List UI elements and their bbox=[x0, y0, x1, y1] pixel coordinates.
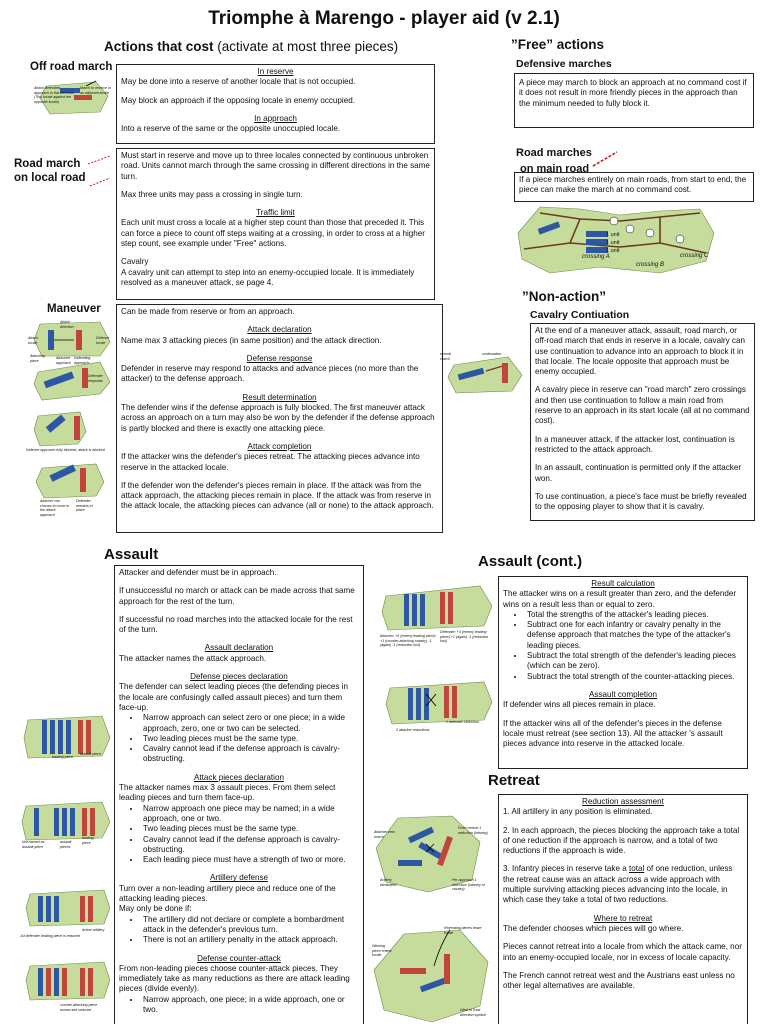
assault-list-artillery bbox=[119, 915, 359, 946]
assault-text-3: If successful no road marches into the attacked locale for the rest of the turn. bbox=[119, 614, 353, 635]
maneuver-subhead-completion: Attack completion bbox=[247, 441, 312, 451]
road-local-label-line1: Road march bbox=[14, 158, 81, 170]
maneuver-label: Maneuver bbox=[47, 303, 101, 315]
road-main-label-line2: on main road bbox=[520, 163, 590, 175]
actions-cost-heading-sub: (activate at most three pieces) bbox=[217, 39, 399, 54]
maneuver-caption-blocked: Defence approach fully blocked, attack is blocked bbox=[26, 448, 105, 452]
road-main-label-line1: Road marches bbox=[516, 147, 592, 159]
road-main-crossing-a: crossing A bbox=[582, 254, 610, 260]
road-main-step-1: 1 unit bbox=[606, 232, 620, 238]
assault-cont-subhead-completion: Assault completion bbox=[589, 689, 657, 699]
maneuver-caption-attack-locale: Attack locale bbox=[28, 336, 38, 345]
assault-cont-caption-defender: Defender: +3 (enemy leading piece) +1 (again) -1 (reduction lost) bbox=[440, 630, 489, 644]
list-item: • Two leading pieces must be the same type. bbox=[141, 824, 359, 834]
retreat-text-2: 2. In each approach, the pieces blocking the approach take a total of one reduction if the approach is narrow, and a total of two reductions if the approach is wide. bbox=[503, 825, 740, 856]
assault-text-2: If unsuccessful no march or attack can be made across that same approach for the rest of the turn. bbox=[119, 586, 355, 606]
off-road-text-2: May block an approach if the opposing locale in enemy occupied. bbox=[121, 95, 355, 105]
non-action-heading: ”Non-action” bbox=[522, 289, 606, 304]
retreat-text-4: The defender chooses which pieces will go where. bbox=[503, 923, 684, 933]
maneuver-caption-attacking-piece: Attacking piece bbox=[30, 354, 45, 363]
maneuver-caption-defender-remains: Defender remains in place bbox=[76, 499, 93, 513]
continuation-caption-normal: normal march bbox=[440, 352, 451, 361]
retreat-text-3b: of one reduction, unless the retreat cause was an attack across a wide approach with multiple surviving attacking pieces advancing into the locale, in which case they take a total of two reductions. bbox=[503, 864, 733, 905]
assault-subhead-attack: Attack pieces declaration bbox=[194, 772, 284, 782]
road-local-label bbox=[14, 157, 86, 185]
assault-diagram-4 bbox=[24, 960, 112, 1002]
assault-cont-list bbox=[503, 610, 743, 682]
assault-list-counter bbox=[119, 995, 359, 1016]
road-local-subhead-cavalry: Cavalry bbox=[121, 257, 149, 267]
assault-diagram-3 bbox=[24, 888, 112, 928]
list-item: • Narrow approach can select zero or one piece; in a wide approach, zero, one or two can be selected. bbox=[141, 713, 359, 734]
assault-subhead-artillery: Artillery defense bbox=[209, 873, 269, 883]
assault-heading: Assault bbox=[104, 546, 159, 563]
assault-caption-pieces: assault pieces bbox=[60, 840, 72, 849]
assault-caption-reduced: 1st defender leading piece is reduced bbox=[20, 934, 80, 938]
retreat-subhead-where: Where to retreat bbox=[593, 913, 653, 923]
maneuver-text-6: If the defender won the defender's pieces remain in place. If the attack was from the attack approach, the attacking pieces remain in place. If the attack was from reserve in the attack locale, the attacking pieces can advance (all or none) to the attack approach. bbox=[121, 480, 434, 511]
assault-caption-leading-2: leading piece bbox=[82, 836, 94, 845]
maneuver-box bbox=[116, 304, 443, 533]
maneuver-caption-direction: Attack direction bbox=[60, 320, 74, 329]
list-item: • Cavalry cannot lead if the defense approach is cavalry-obstructing. bbox=[141, 835, 359, 856]
retreat-text-5: Pieces cannot retreat into a locale from which the attack came, nor into an enemy-occupied locale, nor in excess of locale capacity. bbox=[503, 942, 742, 962]
maneuver-text-1: Can be made from reserve or from an approach. bbox=[121, 307, 295, 316]
retreat-caption-attacker: Attacker zero march bbox=[374, 830, 396, 839]
road-main-step-3: 1 unit bbox=[606, 248, 620, 254]
road-local-text-3: Each unit must cross a locale at a higher step count than those that preceded it. This can force a piece to count off steps waiting at a crossing, in order to cross at a higher step count, see example under "Free" actions. bbox=[121, 218, 425, 249]
defensive-heading: Defensive marches bbox=[516, 58, 612, 70]
assault-cont-heading: Assault (cont.) bbox=[478, 553, 583, 570]
list-item: • Subtract one for each infantry or cavalry penalty in the defense approach that matches the type of the attacker's leading pieces. bbox=[525, 620, 743, 651]
assault-cont-caption-attacker: Attacker: +5 (enemy leading piece) +1 (counter-attacking cavalry) -1 (again) -1 (reduction lost) bbox=[380, 634, 436, 648]
road-main-icon bbox=[591, 148, 619, 170]
road-main-step-2: 1 unit bbox=[606, 240, 620, 246]
retreat-caption-leave: Retreating pieces leave locale bbox=[444, 926, 482, 935]
retreat-heading: Retreat bbox=[488, 772, 540, 789]
road-local-text-4: A cavalry unit can attempt to step into an enemy-occupied locale. It is immediately resolved as a maneuver attack, se page 4. bbox=[121, 267, 415, 287]
assault-subhead-defense: Defense pieces declaration bbox=[190, 672, 288, 682]
assault-text-9: From non-leading pieces choose counter-attack pieces. They immediately take as many reductions as there are attack leading pieces (divide evenly). bbox=[119, 963, 350, 994]
assault-subhead-counter: Defense counter-attack bbox=[197, 953, 281, 963]
assault-subhead-declaration: Assault declaration bbox=[204, 643, 274, 653]
assault-cont-subhead-result: Result calculation bbox=[591, 579, 655, 588]
assault-list-defense bbox=[119, 713, 359, 764]
assault-text-5: The defender can select leading pieces (the defending pieces in the locale are confusingly called assault pieces) and turn them face-up. bbox=[119, 682, 349, 712]
free-actions-heading: ”Free” actions bbox=[511, 37, 605, 52]
off-road-subhead-reserve: In reserve bbox=[257, 67, 294, 76]
retreat-text-3 bbox=[503, 864, 743, 905]
road-local-subhead-traffic: Traffic limit bbox=[256, 208, 295, 218]
retreat-caption-per-approach: Per approach 1 reduction (infantry or cavalry) bbox=[452, 878, 485, 892]
retreat-caption-central: From central 1 reduction (infantry) bbox=[458, 826, 488, 835]
road-main-crossing-b: crossing B bbox=[636, 262, 665, 268]
maneuver-text-3: Defender in reserve may respond to attacks and advance pieces (no more than the attacker) to the defense approach. bbox=[121, 364, 419, 384]
non-action-text-5: To use continuation, a piece's face must be briefly revealed to the opposing player to show that it is cavalry. bbox=[535, 491, 747, 512]
assault-cont-text-2: If defender wins all pieces remain in place. bbox=[503, 700, 656, 710]
maneuver-caption-defence-locale: Defence locale bbox=[96, 336, 110, 345]
assault-caption-not-named: Not named as assault piece bbox=[22, 840, 45, 849]
list-item: • Two leading pieces must be the same type. bbox=[141, 734, 359, 744]
list-item: • Narrow approach one piece may be named; in a wide approach, one or two. bbox=[141, 804, 359, 825]
non-action-box bbox=[530, 323, 755, 521]
maneuver-subhead-result: Result determination bbox=[242, 392, 317, 402]
assault-text-1: Attacker and defender must be in approach. bbox=[119, 568, 277, 577]
road-local-box bbox=[116, 148, 435, 300]
assault-text-6: The attacker names max 3 assault pieces. From them select leading pieces and turn them face-up. bbox=[119, 783, 336, 803]
off-road-subhead-approach: In approach bbox=[254, 113, 297, 123]
non-action-sub: Cavalry Contiuation bbox=[530, 309, 630, 321]
assault-text-8: May only be done if: bbox=[119, 904, 192, 914]
assault-caption-leading: leading piece bbox=[52, 755, 74, 759]
maneuver-text-4: The defender wins if the defense approach is fully blocked. The first maneuver attack across an approach on a turn may also be won by the defender if the defense approach is partly blocked and there is exactly one attacking piece. bbox=[121, 403, 435, 433]
road-main-text: If a piece marches entirely on main roads, from start to end, the piece can make the march at no command cost. bbox=[519, 175, 747, 195]
list-item: • Subtract the total strength of the counter-attacking pieces. bbox=[525, 672, 743, 682]
list-item: • Cavalry cannot lead if the defense approach is cavalry-obstructing. bbox=[141, 744, 359, 765]
assault-cont-caption-r2: 1 defender reduction bbox=[446, 720, 479, 724]
off-road-text-1: May be done into a reserve of another locale that is not occupied. bbox=[121, 77, 356, 87]
assault-cont-text-1: The attacker wins on a result greater than zero, and the defender wins on a result less than or equal to zero. bbox=[503, 589, 737, 609]
non-action-text-2: A cavalry piece in reserve can "road march" zero crossings and then use continuation to follow a main road from reserve to an approach in its start locale (all at no command cost). bbox=[535, 385, 750, 426]
list-item: • Subtract the total strength of the defender's leading pieces (which can be zero). bbox=[525, 651, 743, 672]
maneuver-text-5: If the attacker wins the defender's pieces retreat. The attacking pieces advance into reserve in the attacked locale. bbox=[121, 452, 420, 472]
non-action-text-3: In a maneuver attack, if the attacker lost, continuation is restricted to the attack approach. bbox=[535, 434, 735, 454]
actions-cost-heading bbox=[104, 39, 398, 54]
continuation-diagram bbox=[446, 355, 526, 395]
retreat-text-1: 1. All artillery in any position is eliminated. bbox=[503, 807, 653, 817]
assault-text-4: The attacker names the attack approach. bbox=[119, 653, 267, 663]
assault-caption-artillery: Active artillery bbox=[82, 928, 105, 932]
assault-cont-text-3: If the attacker wins all of the defender's pieces in the defense locale must retreat (see section 13). All the attacker 's assault pieces advance into reserve in the attacked locale. bbox=[503, 718, 723, 749]
maneuver-caption-attacker-choice: Attacker can choose to move to the attack approach bbox=[40, 499, 70, 517]
list-item: • The artillery did not declare or complete a bombardment attack in the defender's previous turn. bbox=[141, 915, 359, 936]
list-item: • Each leading piece must have a strength of two or more. bbox=[141, 855, 359, 865]
retreat-caption-direction: West to East direction symbol bbox=[460, 1008, 486, 1017]
assault-box bbox=[114, 565, 364, 1024]
assault-text-7: Turn over a non-leading artillery piece and reduce one of the attacking leading pieces. bbox=[119, 883, 336, 904]
maneuver-text-2: Name max 3 attacking pieces (in same position) and the attack direction. bbox=[121, 335, 382, 345]
assault-caption-assault: assault piece bbox=[80, 752, 101, 756]
maneuver-subhead-response: Defense response bbox=[246, 353, 313, 363]
assault-list-attack bbox=[119, 804, 359, 866]
retreat-caption-artillery: Artillery eliminated bbox=[380, 878, 397, 887]
road-local-icon bbox=[86, 152, 112, 192]
continuation-caption-continuation: continuation bbox=[482, 352, 502, 356]
off-road-caption-right: March to reserve in an adjacent locale bbox=[80, 86, 111, 95]
non-action-text-1: At the end of a maneuver attack, assault, road march, or off-road march that ends in reserve in a locale, cavalry can use continuation to advance into an approach to block it in that locale. The locale opposite that approach must be enemy occupied. bbox=[535, 326, 745, 377]
non-action-text-4: In an assault, continuation is permitted only if the attacker won. bbox=[535, 463, 742, 483]
maneuver-caption-defender-responds: Defender responds bbox=[88, 374, 103, 383]
road-local-text-1: Must start in reserve and move up to three locales connected by continuous unbroken road. Units cannot march through the same crossing in different directions in the same turn. bbox=[121, 151, 430, 181]
road-main-crossing-c: crossing C bbox=[680, 253, 709, 259]
list-item: • Total the strengths of the attacker's leading pieces. bbox=[525, 610, 743, 620]
retreat-text-3a: 3. Infantry pieces in reserve take a bbox=[503, 864, 629, 874]
off-road-text-3: Into a reserve of the same or the opposite unoccupied locale. bbox=[121, 124, 341, 134]
defensive-text: A piece may march to block an approach at no command cost if it does not result in more friendly pieces in the approach than the minimum needed to fully block it. bbox=[519, 78, 747, 108]
page-title: Triomphe à Marengo - player aid (v 2.1) bbox=[208, 8, 560, 29]
retreat-box bbox=[498, 794, 748, 1024]
retreat-caption-enters: Winning piece enters locale bbox=[372, 944, 392, 958]
road-main-box bbox=[514, 172, 754, 202]
off-road-box bbox=[116, 64, 435, 144]
retreat-text-6: The French cannot retreat west and the Austrians east unless no other legal alternatives are available. bbox=[503, 970, 735, 991]
maneuver-caption-attacked-approach: Attacked approach bbox=[56, 356, 71, 365]
maneuver-caption-defending-approach: Defending approach bbox=[74, 356, 91, 365]
road-local-label-line2: on local road bbox=[14, 172, 86, 184]
list-item: • There is not an artillery penalty in the attack approach. bbox=[141, 935, 359, 945]
maneuver-subhead-declaration: Attack declaration bbox=[247, 325, 312, 335]
defensive-box bbox=[514, 73, 754, 128]
list-item: • Narrow approach, one piece; in a wide approach, one or two. bbox=[141, 995, 359, 1016]
off-road-caption-left: Attack defended approach in this direction (This locale against the opposite locale) bbox=[34, 86, 74, 104]
assault-caption-counter: counter-attacking piece turned and reduced bbox=[60, 1003, 98, 1012]
assault-cont-diagram-1 bbox=[380, 584, 496, 634]
actions-cost-heading-bold: Actions that cost bbox=[104, 39, 214, 54]
retreat-subhead-reduction: Reduction assessment bbox=[582, 797, 664, 806]
assault-cont-caption-r1: 2 attacker reductions bbox=[396, 728, 430, 732]
road-main-steps bbox=[606, 231, 619, 255]
off-road-label: Off road march bbox=[30, 61, 113, 73]
assault-cont-box bbox=[498, 576, 748, 769]
road-local-text-2: Max three units may pass a crossing in single turn. bbox=[121, 189, 303, 199]
retreat-text-3-underlined: total bbox=[628, 864, 645, 874]
